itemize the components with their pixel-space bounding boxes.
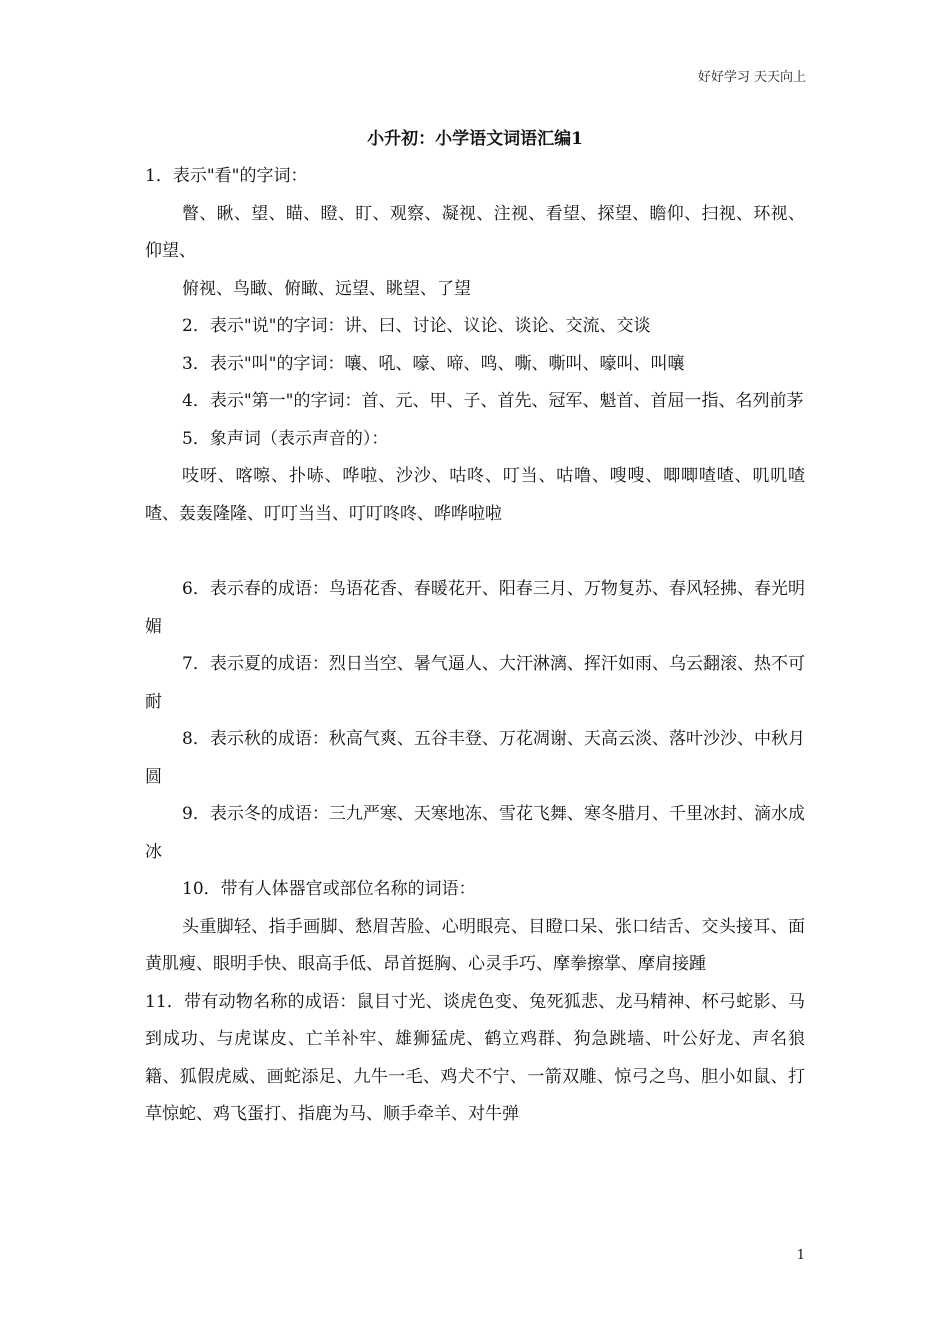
section-7: 7．表示夏的成语：烈日当空、暑气逼人、大汗淋漓、挥汗如雨、乌云翻滚、热不可耐 — [145, 654, 805, 712]
section-2: 2．表示"说"的字词：讲、曰、讨论、议论、谈论、交流、交谈 — [182, 316, 651, 336]
section-8: 8．表示秋的成语：秋高气爽、五谷丰登、万花凋谢、天高云淡、落叶沙沙、中秋月圆 — [145, 729, 805, 787]
section-5-heading: 5．象声词（表示声音的）： — [182, 428, 389, 449]
page-title: 小升初：小学语文词语汇编1 — [367, 129, 583, 149]
section-1-words-cont: 俯视、鸟瞰、俯瞰、远望、眺望、了望 — [182, 278, 471, 299]
section-10-words: 头重脚轻、指手画脚、愁眉苦脸、心明眼亮、目瞪口呆、张口结舌、交头接耳、面黄肌瘦、眼明手快、眼高手低、昂首挺胸、心灵手巧、摩拳擦掌、摩肩接踵 — [145, 916, 805, 974]
page-header: 好好学习 天天向上 — [697, 70, 806, 85]
document-body — [145, 158, 805, 1134]
section-11: 11．带有动物名称的成语：鼠目寸光、谈虎色变、兔死狐悲、龙马精神、杯弓蛇影、马到成功、与虎谋皮、亡羊补牢、雄狮猛虎、鹤立鸡群、狗急跳墙、叶公好龙、声名狼籍、狐假虎威、画蛇添足、九牛一毛、鸡犬不宁、一箭双雕、惊弓之鸟、胆小如鼠、打草惊蛇、鸡飞蛋打、指鹿为马、顺手牵羊、对牛弹 — [145, 991, 805, 1124]
blank-line — [145, 533, 805, 571]
section-6: 6．表示春的成语：鸟语花香、春暖花开、阳春三月、万物复苏、春风轻拂、春光明媚 — [145, 579, 805, 637]
section-1-words: 瞥、瞅、望、瞄、瞪、盯、观察、凝视、注视、看望、探望、瞻仰、扫视、环视、仰望、 — [145, 203, 805, 261]
section-1-heading: 1．表示"看"的字词： — [145, 166, 308, 186]
section-10-heading: 10．带有人体器官或部位名称的词语： — [182, 879, 476, 899]
section-4: 4．表示"第一"的字词：首、元、甲、子、首先、冠军、魁首、首屈一指、名列前茅 — [182, 391, 804, 411]
section-5-words: 吱呀、喀嚓、扑哧、哗啦、沙沙、咕咚、叮当、咕噜、嗖嗖、唧唧喳喳、叽叽喳喳、轰轰隆隆、叮叮当当、叮叮咚咚、哗哗啦啦 — [145, 466, 805, 524]
section-3: 3．表示"叫"的字词：嚷、吼、嚎、啼、鸣、嘶、嘶叫、嚎叫、叫嚷 — [182, 353, 685, 374]
section-9: 9．表示冬的成语：三九严寒、天寒地冻、雪花飞舞、寒冬腊月、千里冰封、滴水成冰 — [145, 804, 805, 862]
page-number: 1 — [796, 1248, 805, 1263]
